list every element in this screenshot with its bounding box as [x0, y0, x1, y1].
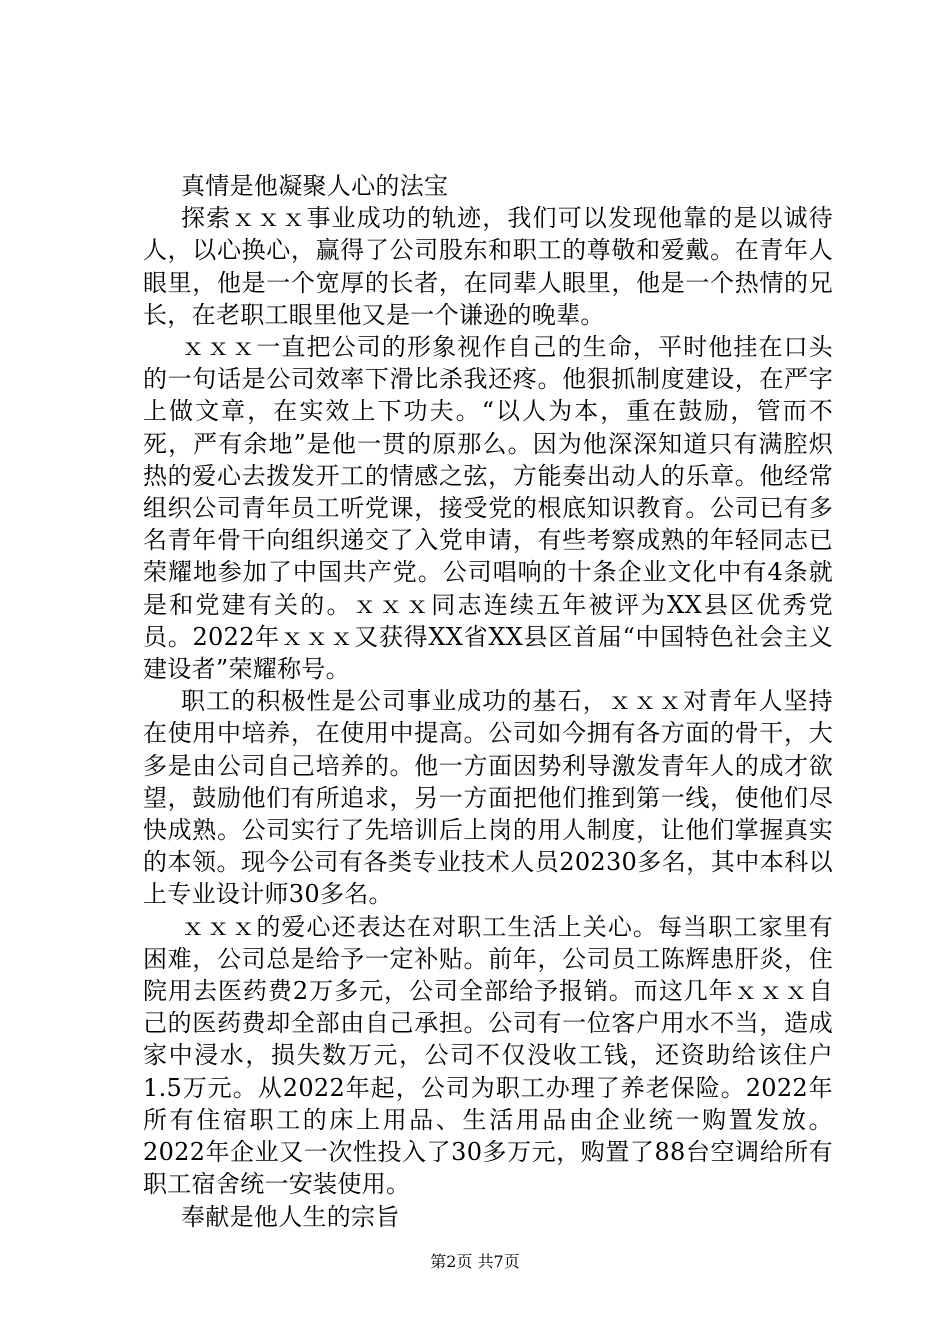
paragraph: ｘｘｘ的爱心还表达在对职工生活上关心。每当职工家里有困难，公司总是给予一定补贴。前年，公司员工陈辉患肝炎，住院用去医药费2万多元，公司全部给予报销。而这几年ｘｘｘ自己的医药费却全部由自己承担。公司有一位客户用水不当，造成家中浸水，损失数万元，公司不仅没收工钱，还资助给该住户1.5万元。从2022年起，公司为职工办理了养老保险。2022年所有住宿职工的床上用品、生活用品由企业统一购置发放。2022年企业又一次性投入了30多万元，购置了88台空调给所有职工宿舍统一安装使用。	[143, 912, 833, 1199]
section-heading: 真情是他凝聚人心的法宝	[181, 172, 449, 200]
section-heading: 奉献是他人生的宗旨	[181, 1202, 400, 1231]
paragraph: ｘｘｘ一直把公司的形象视作自己的生命，平时他挂在口头的一句话是公司效率下滑比杀我还疼。他狠抓制度建设，在严字上做文章，在实效上下功夫。“以人为本，重在鼓励，管而不死，严有余地”是他一贯的原那么。因为他深深知道只有满腔炽热的爱心去拨发开工的情感之弦，方能奏出动人的乐章。他经常组织公司青年员工听党课，接受党的根底知识教育。公司已有多名青年骨干向组织递交了入党申请，有些考察成熟的年轻同志已荣耀地参加了中国共产党。公司唱响的十条企业文化中有4条就是和党建有关的。ｘｘｘ同志连续五年被评为XX县区优秀党员。2022年ｘｘｘ又获得XX省XX县区首届“中国特色社会主义建设者”荣耀称号。	[143, 333, 833, 684]
document-body	[143, 170, 833, 1233]
paragraph: 探索ｘｘｘ事业成功的轨迹，我们可以发现他靠的是以诚待人，以心换心，赢得了公司股东和职工的尊敬和爱戴。在青年人眼里，他是一个宽厚的长者，在同辈人眼里，他是一个热情的兄长，在老职工眼里他又是一个谦逊的晚辈。	[143, 204, 833, 329]
paragraph: 职工的积极性是公司事业成功的基石，ｘｘｘ对青年人坚持在使用中培养，在使用中提高。公司如今拥有各方面的骨干，大多是由公司自己培养的。他一方面因势利导激发青年人的成才欲望，鼓励他们有所追求，另一方面把他们推到第一线，使他们尽快成熟。公司实行了先培训后上岗的用人制度，让他们掌握真实的本领。现今公司有各类专业技术人员20230多名，其中本科以上专业设计师30多名。	[143, 687, 833, 909]
page-number: 第2页 共7页	[430, 1252, 520, 1271]
